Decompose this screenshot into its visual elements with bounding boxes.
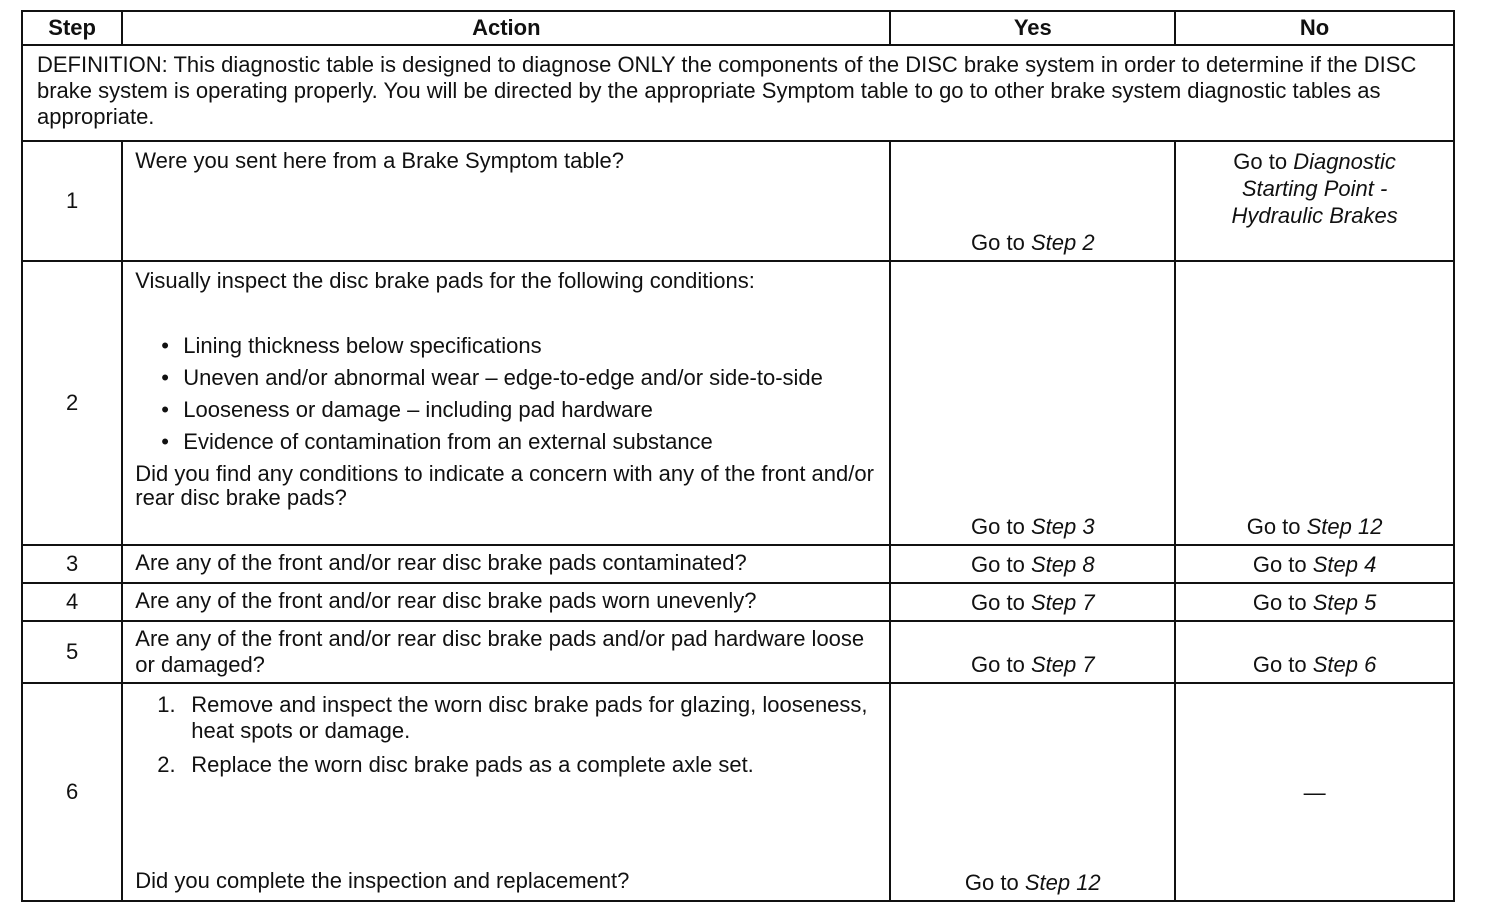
no-step-link[interactable]: Step 5 [1312,590,1377,615]
action-cell [122,683,890,901]
yes-prefix: Go to [971,590,1031,615]
table-row [22,545,1454,583]
action-question: Did you find any conditions to indicate a concern with any of the front and/or rear disc brake pads? [135,461,874,510]
no-cell [1175,621,1454,683]
no-step-link[interactable]: Step 6 [1312,652,1377,677]
list-item [157,752,877,778]
no-prefix: Go to [1233,149,1294,174]
list-text: Remove and inspect the worn disc brake pads for glazing, looseness, heat spots or damage. [191,692,868,743]
yes-step-link[interactable]: Step 2 [1030,230,1095,255]
yes-cell [890,545,1175,583]
action-cell [122,583,890,621]
list-number: 1. [157,692,176,717]
no-cell [1175,261,1454,545]
no-cell [1175,545,1454,583]
list-item [157,692,877,744]
yes-step-link[interactable]: Step 7 [1030,652,1095,677]
definition-text: DEFINITION: This diagnostic table is designed to diagnose ONLY the components of the DISC brake system in order to determine if the DISC brake system is operating properly. You will be directed by the appropriate Symptom table to go to other brake system diagnostic tables as appropriate. [22,45,1454,141]
yes-cell [890,141,1175,261]
yes-cell [890,261,1175,545]
header-action: Action [122,11,890,45]
no-prefix: Go to [1252,590,1313,615]
yes-cell [890,683,1175,901]
action-cell [122,621,890,683]
no-cell [1175,683,1454,901]
no-step-link[interactable]: Diagnostic Starting Point - Hydraulic Brakes [1231,149,1398,228]
table-row [22,261,1454,545]
action-intro: Visually inspect the disc brake pads for the following conditions: [135,268,755,293]
no-cell [1175,583,1454,621]
yes-cell [890,621,1175,683]
table-row [22,141,1454,261]
diagnostic-table [21,10,1455,902]
action-question: Are any of the front and/or rear disc brake pads contaminated? [135,550,747,575]
step-number: 5 [22,621,122,683]
no-step-link[interactable]: Step 12 [1306,514,1383,539]
no-prefix: Go to [1252,652,1313,677]
list-number: 2. [157,752,176,777]
no-cell [1175,141,1454,261]
list-item: • Evidence of contamination from an external substance [161,430,877,454]
no-prefix: Go to [1252,552,1313,577]
action-cell [122,141,890,261]
action-cell [122,261,890,545]
step-number: 3 [22,545,122,583]
action-question: Are any of the front and/or rear disc brake pads and/or pad hardware loose or damaged? [135,626,865,677]
yes-prefix: Go to [971,230,1031,255]
header-no: No [1175,11,1454,45]
action-question: Did you complete the inspection and replacement? [135,868,630,893]
list-item: • Lining thickness below specifications [161,334,877,358]
table-row [22,621,1454,683]
yes-prefix: Go to [964,870,1025,895]
action-cell [122,545,890,583]
list-item: • Looseness or damage – including pad hardware [161,398,877,422]
yes-step-link[interactable]: Step 7 [1030,590,1095,615]
step-number: 6 [22,683,122,901]
no-prefix: Go to [1246,514,1307,539]
list-text: Replace the worn disc brake pads as a complete axle set. [191,752,754,777]
step-number: 4 [22,583,122,621]
yes-step-link[interactable]: Step 8 [1030,552,1095,577]
yes-prefix: Go to [971,652,1031,677]
no-dash: — [1303,780,1326,805]
header-yes: Yes [890,11,1175,45]
procedure-list [135,692,877,778]
header-row [22,11,1454,45]
yes-prefix: Go to [971,552,1031,577]
yes-prefix: Go to [971,514,1031,539]
yes-step-link[interactable]: Step 12 [1024,870,1101,895]
step-number: 2 [22,261,122,545]
table-row [22,583,1454,621]
condition-list [135,334,877,454]
definition-row [22,45,1454,141]
step-number: 1 [22,141,122,261]
yes-cell [890,583,1175,621]
table-row [22,683,1454,901]
header-step: Step [22,11,122,45]
action-question: Are any of the front and/or rear disc brake pads worn unevenly? [135,588,757,613]
action-question: Were you sent here from a Brake Symptom table? [135,148,624,173]
no-step-link[interactable]: Step 4 [1312,552,1377,577]
yes-step-link[interactable]: Step 3 [1030,514,1095,539]
diagnostic-document [21,10,1455,902]
list-item: • Uneven and/or abnormal wear – edge-to-edge and/or side-to-side [161,366,877,390]
